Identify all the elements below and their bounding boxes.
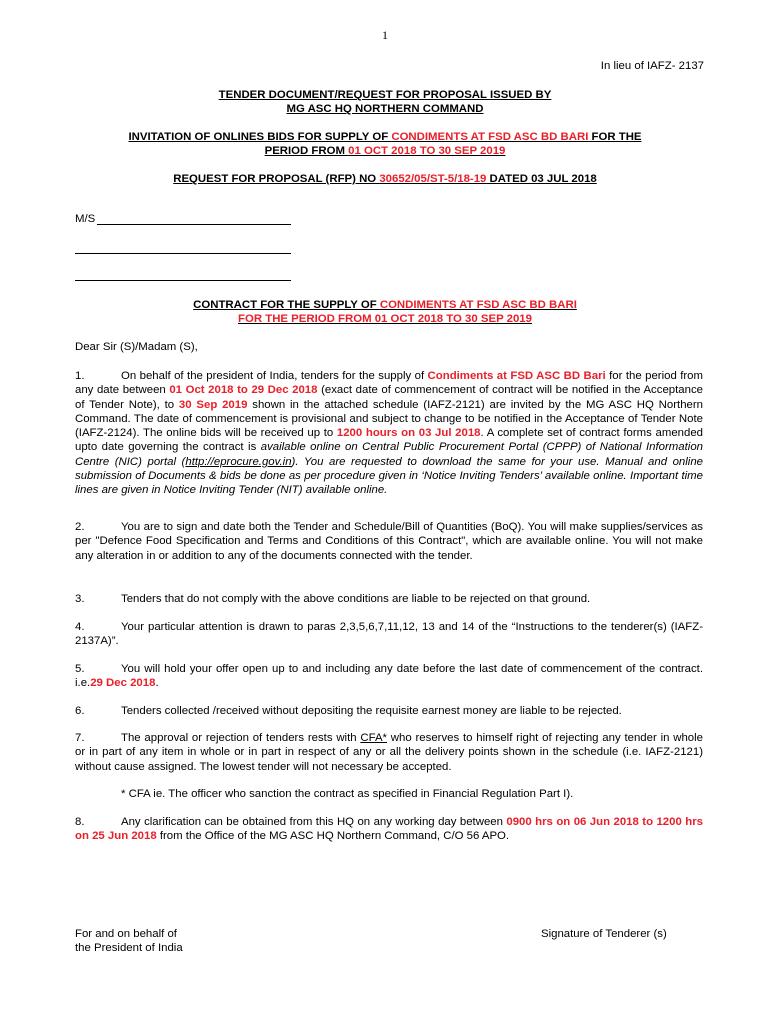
signatory-line-1: For and on behalf of <box>75 928 177 940</box>
p1-text: On behalf of the president of India, tenders for the supply of <box>121 370 428 382</box>
paragraph-5 <box>75 662 703 691</box>
paragraph-3 <box>75 592 703 606</box>
paragraph-number: 6. <box>75 705 85 717</box>
signatory-block <box>75 927 183 956</box>
ms-blank-line-1[interactable] <box>97 224 291 225</box>
contract-prefix: CONTRACT FOR THE SUPPLY OF <box>193 299 380 311</box>
invitation-item: CONDIMENTS AT FSD ASC BD BARI <box>391 131 589 143</box>
page-number: 1 <box>382 28 388 42</box>
header-line-2: MG ASC HQ NORTHERN COMMAND <box>286 103 484 115</box>
contract-item: CONDIMENTS AT FSD ASC BD BARI <box>379 299 577 311</box>
invitation-prefix: INVITATION OF ONLINES BIDS FOR SUPPLY OF <box>128 131 392 143</box>
p7-text: The approval or rejection of tenders rests with <box>121 732 361 744</box>
p8-time-window: 0900 hrs on 06 Jun 2018 to 1200 hrs on 25 Jun 2018 <box>75 816 703 843</box>
invitation-period: 01 OCT 2018 TO 30 SEP 2019 <box>348 145 506 157</box>
paragraph-1 <box>75 369 703 498</box>
contract-heading <box>60 298 710 326</box>
p7-text: who reserves to himself right of rejecting any tender in whole or in part of any item in whole or in part in respect of any or all the delivery points shown in the schedule (i.e. IAFZ-2121) without cause assigned. The lowest tender will not necessary be accepted. <box>75 732 703 773</box>
rfp-suffix: DATED 03 JUL 2018 <box>486 173 597 185</box>
ms-blank-line-2[interactable] <box>75 253 291 254</box>
p1-text: shown in the attached schedule (IAFZ-2121) are invited by the MG ASC HQ Northern Command. The date of commencement is provisional and subject to change to be notified in the Acceptance of Tender Note (IAFZ-2124). The online bids will be received up to <box>75 398 703 440</box>
p1-portal-text: available online on Central Public Procurement Portal (CPPP) of National Information Centre (NIC) portal ( <box>75 441 703 468</box>
signatory-line-2: the President of India <box>75 942 183 955</box>
cfa-reference: CFA* <box>360 732 387 744</box>
invitation-suffix: FOR THE <box>588 131 642 143</box>
paragraph-2 <box>75 520 703 563</box>
p5-text: . <box>155 677 159 690</box>
p5-date: 29 Dec 2018 <box>90 677 156 690</box>
p1-date-range: 01 Oct 2018 to 29 Dec 2018 <box>169 384 318 397</box>
rfp-number: 30652/05/ST-5/18-19 <box>379 173 487 185</box>
p8-text: from the Office of the MG ASC HQ Northern Command, C/O 56 APO. <box>156 830 510 843</box>
p1-deadline: 1200 hours on 03 Jul 2018 <box>336 427 481 440</box>
p5-text: You will hold your offer open up to and including any date before the last date of commencement of the contract. i.e. <box>75 663 703 690</box>
p1-text: . A complete set of contract forms amended upto date governing the contract is <box>75 427 703 454</box>
p6-text: Tenders collected /received without depositing the requisite earnest money are liable to be rejected. <box>121 705 622 717</box>
p1-item: Condiments at FSD ASC BD Bari <box>427 370 606 382</box>
document-header <box>60 88 710 116</box>
p3-text: Tenders that do not comply with the above conditions are liable to be rejected on that ground. <box>121 593 591 605</box>
paragraph-8 <box>75 815 703 844</box>
in-lieu-reference: In lieu of IAFZ- 2137 <box>600 60 704 72</box>
contract-period: FOR THE PERIOD FROM 01 OCT 2018 TO 30 SEP 2019 <box>238 313 532 325</box>
cfa-footnote: * CFA ie. The officer who sanction the contract as specified in Financial Regulation Part I). <box>121 788 574 800</box>
paragraph-number: 5. <box>75 663 85 675</box>
tenderer-signature-label: Signature of Tenderer (s) <box>541 928 667 940</box>
invitation-period-prefix: PERIOD FROM <box>264 145 349 157</box>
paragraph-number: 4. <box>75 621 85 633</box>
paragraph-6 <box>75 704 703 718</box>
p1-text: (exact date of commencement of contract will be notified in the Acceptance of Tender Note), to <box>75 384 703 411</box>
p1-portal-text: ). You are requested to download the same for your use. Manual and online submission of Documents & bids be done as per procedure given in ‘Notice Inviting Tenders’ available online. Important time lines are given in Notice Inviting Tender (NIT) available online. <box>75 455 703 497</box>
p1-end-date: 30 Sep 2019 <box>178 398 248 411</box>
paragraph-number: 8. <box>75 816 85 828</box>
paragraph-number: 2. <box>75 521 85 533</box>
ms-blank-line-3[interactable] <box>75 280 291 281</box>
paragraph-number: 1. <box>75 370 85 382</box>
p8-text: Any clarification can be obtained from this HQ on any working day between <box>121 816 507 828</box>
p1-text: for the period from any date between <box>75 370 703 397</box>
invitation-heading <box>60 130 710 158</box>
paragraph-number: 3. <box>75 593 85 605</box>
p2-text: You are to sign and date both the Tender and Schedule/Bill of Quantities (BoQ). You will make supplies/services as per "Defence Food Specification and Terms and Conditions of this Contract", which are available online. You will not make any alteration in or addition to any of the documents connected with the tender. <box>75 521 703 562</box>
salutation: Dear Sir (S)/Madam (S), <box>75 341 198 353</box>
header-line-1: TENDER DOCUMENT/REQUEST FOR PROPOSAL ISSUED BY <box>218 89 552 101</box>
eprocure-link[interactable]: http://eprocure.gov.in <box>185 455 292 468</box>
paragraph-4 <box>75 620 703 649</box>
ms-label: M/S <box>75 213 96 225</box>
paragraph-7 <box>75 731 703 774</box>
rfp-prefix: REQUEST FOR PROPOSAL (RFP) NO <box>173 173 380 185</box>
p4-text: Your particular attention is drawn to paras 2,3,5,6,7,11,12, 13 and 14 of the “Instructions to the tenderer(s) (IAFZ-2137A)”. <box>75 621 703 648</box>
rfp-heading <box>60 172 710 186</box>
paragraph-number: 7. <box>75 732 85 744</box>
